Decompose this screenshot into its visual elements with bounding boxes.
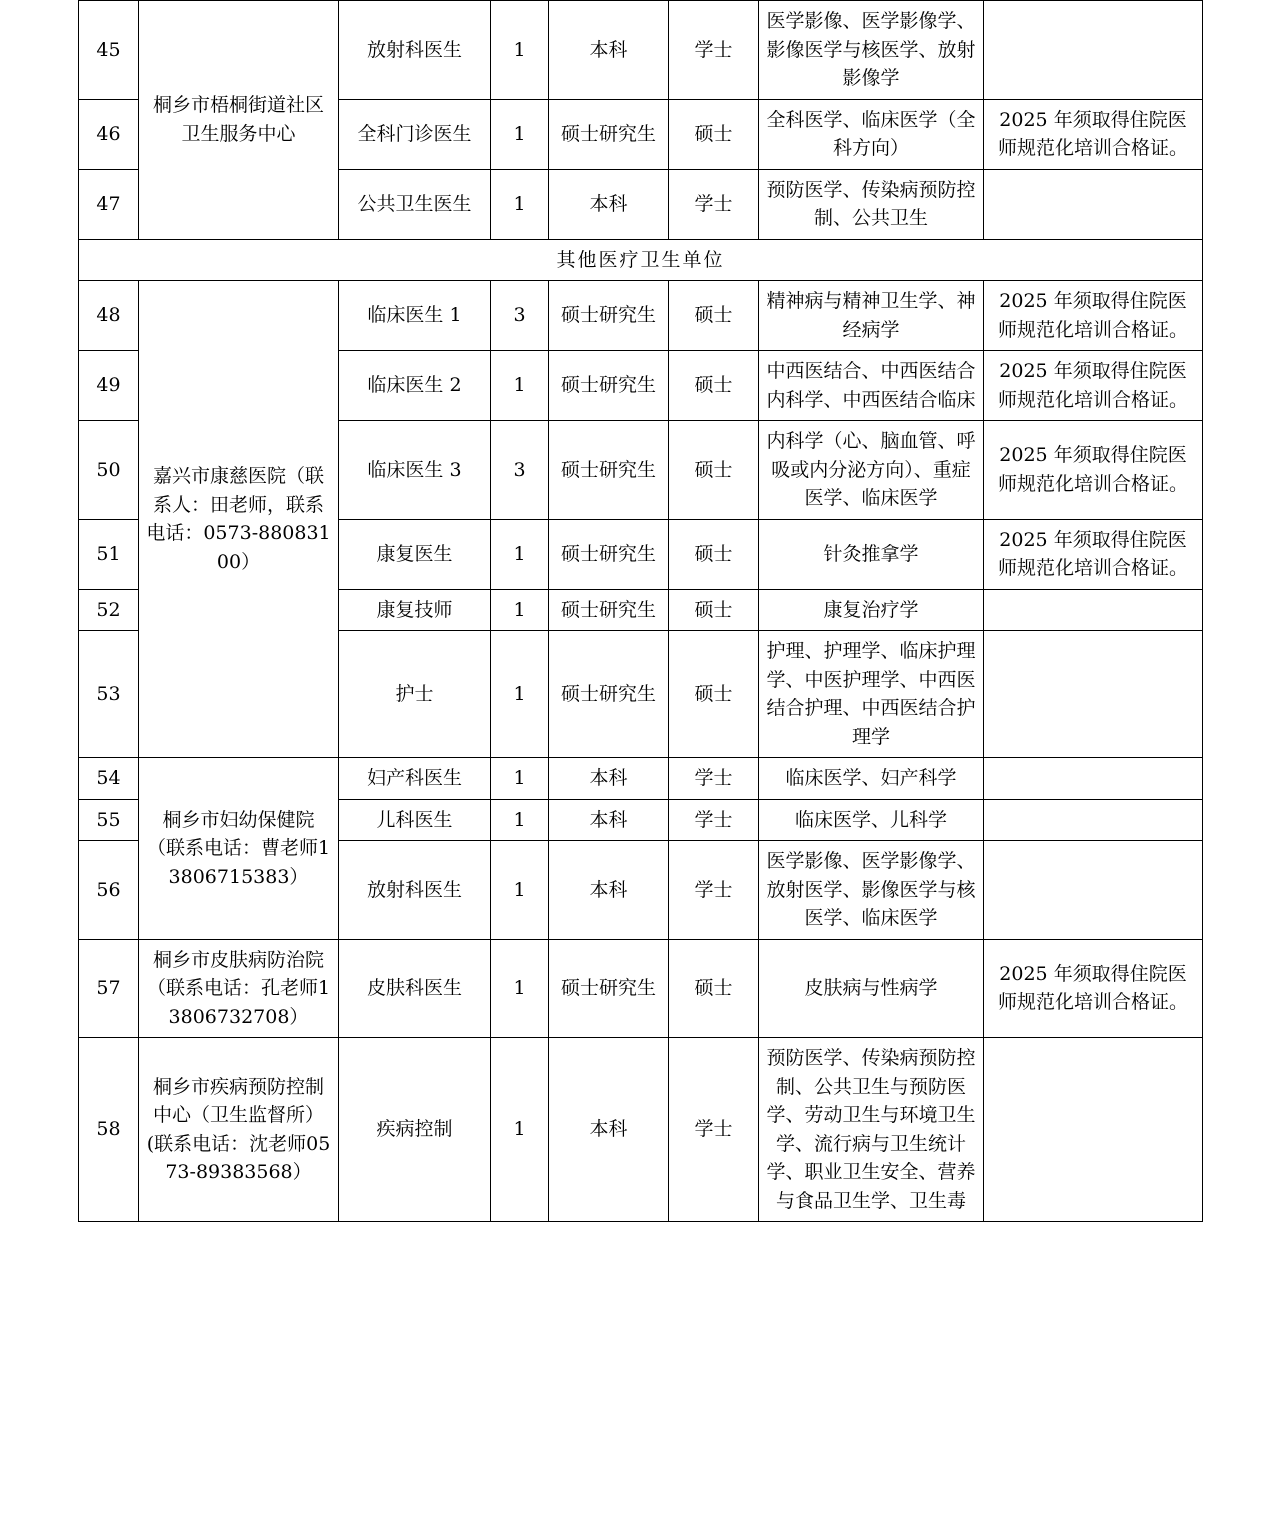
- row-education: 本科: [549, 1038, 669, 1222]
- row-note: [984, 169, 1203, 239]
- row-note: [984, 589, 1203, 631]
- row-note: [984, 799, 1203, 841]
- row-headcount: 1: [491, 169, 549, 239]
- table-row: [79, 1038, 1203, 1222]
- row-note: [984, 1038, 1203, 1222]
- row-position: 临床医生 2: [339, 351, 491, 421]
- row-major: 临床医学、儿科学: [759, 799, 984, 841]
- row-education: 本科: [549, 169, 669, 239]
- table-section-row: [79, 239, 1203, 281]
- row-major: 内科学（心、脑血管、呼吸或内分泌方向）、重症医学、临床医学: [759, 421, 984, 520]
- row-degree: 硕士: [669, 421, 759, 520]
- row-note: [984, 841, 1203, 940]
- row-position: 儿科医生: [339, 799, 491, 841]
- row-degree: 硕士: [669, 99, 759, 169]
- row-major: 皮肤病与性病学: [759, 939, 984, 1038]
- row-education: 硕士研究生: [549, 351, 669, 421]
- row-position: 放射科医生: [339, 1, 491, 100]
- row-degree: 学士: [669, 169, 759, 239]
- row-major: 中西医结合、中西医结合内科学、中西医结合临床: [759, 351, 984, 421]
- row-major: 医学影像、医学影像学、影像医学与核医学、放射影像学: [759, 1, 984, 100]
- row-degree: 硕士: [669, 939, 759, 1038]
- row-headcount: 1: [491, 758, 549, 800]
- row-index: 54: [79, 758, 139, 800]
- table-row: [79, 1, 1203, 100]
- row-index: 56: [79, 841, 139, 940]
- row-index: 45: [79, 1, 139, 100]
- row-position: 疾病控制: [339, 1038, 491, 1222]
- row-major: 康复治疗学: [759, 589, 984, 631]
- row-headcount: 1: [491, 589, 549, 631]
- row-position: 临床医生 1: [339, 281, 491, 351]
- row-position: 皮肤科医生: [339, 939, 491, 1038]
- row-degree: 学士: [669, 799, 759, 841]
- row-organization: 桐乡市梧桐街道社区卫生服务中心: [139, 1, 339, 240]
- row-headcount: 3: [491, 421, 549, 520]
- row-position: 公共卫生医生: [339, 169, 491, 239]
- row-position: 妇产科医生: [339, 758, 491, 800]
- row-headcount: 1: [491, 99, 549, 169]
- row-headcount: 1: [491, 519, 549, 589]
- section-title: 其他医疗卫生单位: [79, 239, 1203, 281]
- row-note: 2025 年须取得住院医师规范化培训合格证。: [984, 939, 1203, 1038]
- row-major: 精神病与精神卫生学、神经病学: [759, 281, 984, 351]
- row-education: 硕士研究生: [549, 99, 669, 169]
- row-headcount: 1: [491, 939, 549, 1038]
- row-education: 本科: [549, 841, 669, 940]
- row-organization: 嘉兴市康慈医院（联系人：田老师，联系电话：0573-88083100）: [139, 281, 339, 758]
- row-education: 硕士研究生: [549, 281, 669, 351]
- row-education: 本科: [549, 1, 669, 100]
- row-index: 52: [79, 589, 139, 631]
- row-note: [984, 758, 1203, 800]
- row-degree: 硕士: [669, 631, 759, 758]
- row-headcount: 1: [491, 1, 549, 100]
- row-position: 临床医生 3: [339, 421, 491, 520]
- row-education: 硕士研究生: [549, 421, 669, 520]
- row-position: 放射科医生: [339, 841, 491, 940]
- table-row: [79, 281, 1203, 351]
- recruitment-table: [78, 0, 1203, 1222]
- row-headcount: 3: [491, 281, 549, 351]
- row-index: 58: [79, 1038, 139, 1222]
- row-organization: 桐乡市疾病预防控制中心（卫生监督所）(联系电话：沈老师0573-89383568）: [139, 1038, 339, 1222]
- row-education: 本科: [549, 758, 669, 800]
- row-note: 2025 年须取得住院医师规范化培训合格证。: [984, 99, 1203, 169]
- row-headcount: 1: [491, 799, 549, 841]
- row-index: 53: [79, 631, 139, 758]
- row-note: 2025 年须取得住院医师规范化培训合格证。: [984, 351, 1203, 421]
- row-degree: 硕士: [669, 281, 759, 351]
- row-position: 康复技师: [339, 589, 491, 631]
- row-organization: 桐乡市皮肤病防治院（联系电话：孔老师13806732708）: [139, 939, 339, 1038]
- row-note: 2025 年须取得住院医师规范化培训合格证。: [984, 519, 1203, 589]
- row-index: 49: [79, 351, 139, 421]
- row-major: 临床医学、妇产科学: [759, 758, 984, 800]
- row-degree: 学士: [669, 1, 759, 100]
- row-headcount: 1: [491, 351, 549, 421]
- row-major: 医学影像、医学影像学、放射医学、影像医学与核医学、临床医学: [759, 841, 984, 940]
- row-education: 本科: [549, 799, 669, 841]
- row-major: 预防医学、传染病预防控制、公共卫生与预防医学、劳动卫生与环境卫生学、流行病与卫生统计学、职业卫生安全、营养与食品卫生学、卫生毒: [759, 1038, 984, 1222]
- row-note: [984, 1, 1203, 100]
- row-note: [984, 631, 1203, 758]
- row-index: 50: [79, 421, 139, 520]
- row-note: 2025 年须取得住院医师规范化培训合格证。: [984, 281, 1203, 351]
- row-position: 康复医生: [339, 519, 491, 589]
- row-degree: 硕士: [669, 519, 759, 589]
- row-major: 护理、护理学、临床护理学、中医护理学、中西医结合护理、中西医结合护理学: [759, 631, 984, 758]
- table-row: [79, 939, 1203, 1038]
- row-headcount: 1: [491, 1038, 549, 1222]
- row-education: 硕士研究生: [549, 589, 669, 631]
- row-degree: 学士: [669, 841, 759, 940]
- row-index: 51: [79, 519, 139, 589]
- row-degree: 学士: [669, 1038, 759, 1222]
- row-degree: 硕士: [669, 351, 759, 421]
- row-index: 48: [79, 281, 139, 351]
- row-index: 57: [79, 939, 139, 1038]
- row-position: 护士: [339, 631, 491, 758]
- row-major: 全科医学、临床医学（全科方向）: [759, 99, 984, 169]
- row-education: 硕士研究生: [549, 519, 669, 589]
- row-major: 预防医学、传染病预防控制、公共卫生: [759, 169, 984, 239]
- table-row: [79, 758, 1203, 800]
- row-organization: 桐乡市妇幼保健院（联系电话：曹老师13806715383）: [139, 758, 339, 940]
- row-index: 47: [79, 169, 139, 239]
- row-education: 硕士研究生: [549, 939, 669, 1038]
- row-headcount: 1: [491, 841, 549, 940]
- row-index: 46: [79, 99, 139, 169]
- row-headcount: 1: [491, 631, 549, 758]
- row-note: 2025 年须取得住院医师规范化培训合格证。: [984, 421, 1203, 520]
- row-position: 全科门诊医生: [339, 99, 491, 169]
- row-education: 硕士研究生: [549, 631, 669, 758]
- row-degree: 学士: [669, 758, 759, 800]
- row-index: 55: [79, 799, 139, 841]
- row-major: 针灸推拿学: [759, 519, 984, 589]
- row-degree: 硕士: [669, 589, 759, 631]
